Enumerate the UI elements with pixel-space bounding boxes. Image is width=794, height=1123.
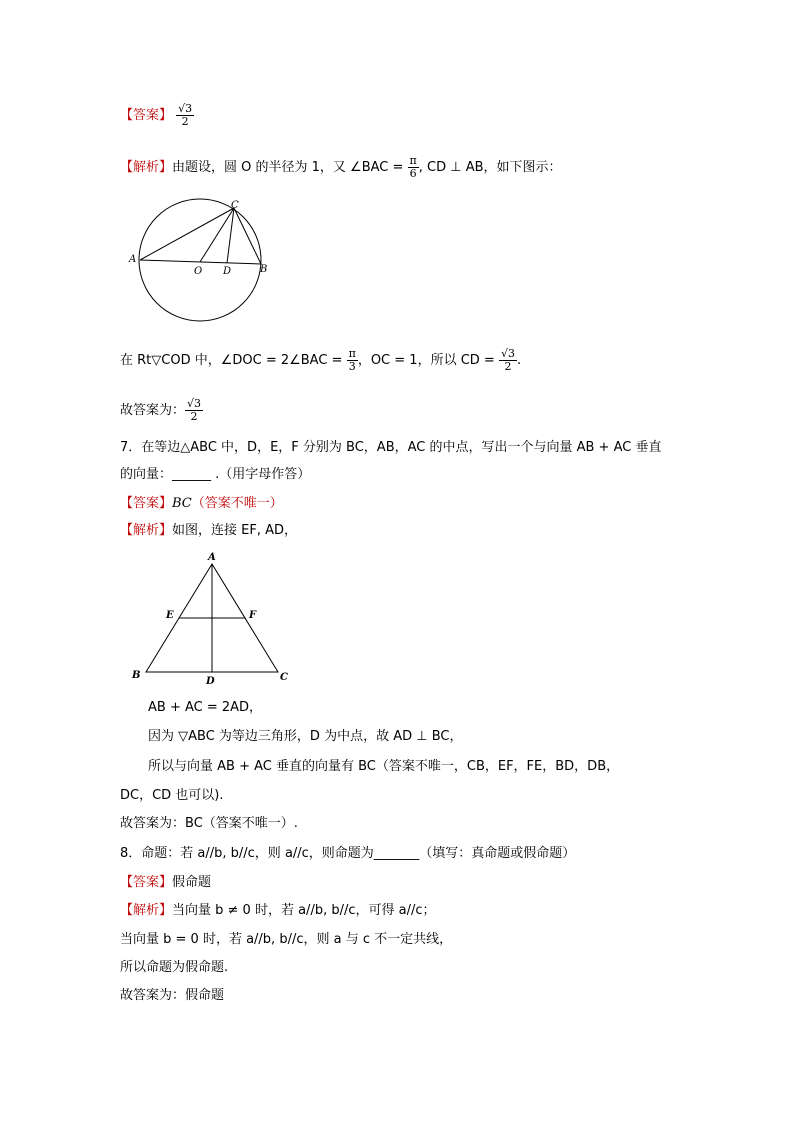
fraction-numerator: √3 [187, 397, 202, 410]
fraction-numerator: π [348, 347, 356, 360]
oc-text: ，OC = 1，所以 CD = [357, 353, 499, 368]
answer-tag: 【答案】 [120, 496, 173, 511]
fraction-denominator: 3 [348, 360, 356, 373]
q7-line4: DC，CD 也可以). [120, 788, 224, 803]
answer-vector: BC [172, 496, 192, 511]
so-label: 故答案为： [120, 403, 186, 418]
q8-so: 故答案为：假命题 [120, 988, 225, 1003]
analysis-tail: , CD ⊥ AB，如下图示： [418, 160, 562, 175]
cd-fraction [499, 348, 517, 373]
q7-analysis-row [120, 521, 297, 541]
label-o: O [194, 266, 203, 277]
segment-ac [140, 208, 234, 260]
label-b: B [132, 670, 141, 681]
q8-answer-row [120, 873, 211, 893]
q8-line2: 当向量 b = 0 时，若 a//b, b//c，则 a 与 c 不一定共线， [120, 932, 453, 947]
q6-rt-row: 在 Rt▽COD 中，∠DOC = 2∠BAC = $\frac{\pi}{3}$ ，OC = 1，所以 CD = $\frac{√3}{2}$ . [120, 347, 522, 373]
answer-note: （答案不唯一） [191, 496, 283, 511]
segment-bc [234, 208, 261, 264]
answer-tag: 【答案】 [120, 108, 173, 123]
angle-fraction [408, 155, 419, 180]
q7-line3: 所以与向量 AB + AC 垂直的向量有 BC（答案不唯一，CB，EF，FE，BD，DB， [148, 759, 620, 774]
q7-so: 故答案为：BC（答案不唯一）. [120, 816, 298, 831]
q8-line3: 所以命题为假命题. [120, 960, 229, 975]
circle [139, 199, 261, 321]
analysis-text: 如图，连接 EF, AD， [172, 523, 298, 538]
analysis-tag: 【解析】 [120, 903, 173, 918]
label-d: D [223, 266, 232, 277]
answer-tag: 【答案】 [120, 875, 173, 890]
analysis-text: 由题设，圆 O 的半径为 1，又 ∠BAC = [172, 160, 408, 175]
q8-stem: 8．命题：若 a//b, b//c，则 a//c，则命题为_______（填写：真命题或假命题） [120, 846, 576, 861]
analysis-tag: 【解析】 [120, 523, 173, 538]
analysis-tag: 【解析】 [120, 160, 173, 175]
q7-stem-line1: 7．在等边△ABC 中，D，E，F 分别为 BC，AB，AC 的中点，写出一个与向量 AB + AC 垂直 [120, 440, 662, 455]
segment-cd [227, 208, 234, 263]
q7-line2: 因为 ▽ABC 为等边三角形，D 为中点，故 AD ⊥ BC， [148, 729, 463, 744]
triangle-figure [128, 548, 298, 690]
q7-answer-row [120, 494, 283, 514]
segment-oc [200, 208, 234, 262]
so-fraction [185, 398, 203, 423]
label-c: C [280, 672, 288, 683]
q6-so-row [120, 398, 203, 423]
fraction-denominator: 2 [190, 410, 198, 423]
label-a: A [129, 254, 137, 265]
label-d: D [206, 676, 215, 687]
fraction-numerator: √3 [500, 347, 515, 360]
q7-stem-line2: 的向量：______ .（用字母作答） [120, 467, 311, 482]
circle-figure [120, 192, 280, 332]
fraction-denominator: 6 [409, 167, 417, 180]
q6-analysis-row [120, 155, 562, 180]
analysis-text: 当向量 b ≠ 0 时，若 a//b, b//c，可得 a//c； [172, 903, 436, 918]
fraction-denominator: 2 [504, 360, 512, 373]
label-a: A [208, 552, 216, 563]
q6-answer-row [120, 103, 194, 128]
angle-fraction [347, 348, 358, 373]
label-f: F [249, 610, 257, 621]
fraction-denominator: 2 [181, 115, 189, 128]
answer-text: 假命题 [172, 875, 212, 890]
label-b: B [260, 264, 268, 275]
fraction-numerator: √3 [178, 102, 193, 115]
label-e: E [166, 610, 174, 621]
answer-fraction [176, 103, 194, 128]
fraction-numerator: π [409, 154, 417, 167]
q7-line1: AB + AC = 2AD， [148, 700, 263, 715]
label-c: C [231, 200, 239, 211]
q8-analysis-row [120, 901, 436, 921]
rt-text: 在 Rt▽COD 中，∠DOC = 2∠BAC = [120, 353, 347, 368]
